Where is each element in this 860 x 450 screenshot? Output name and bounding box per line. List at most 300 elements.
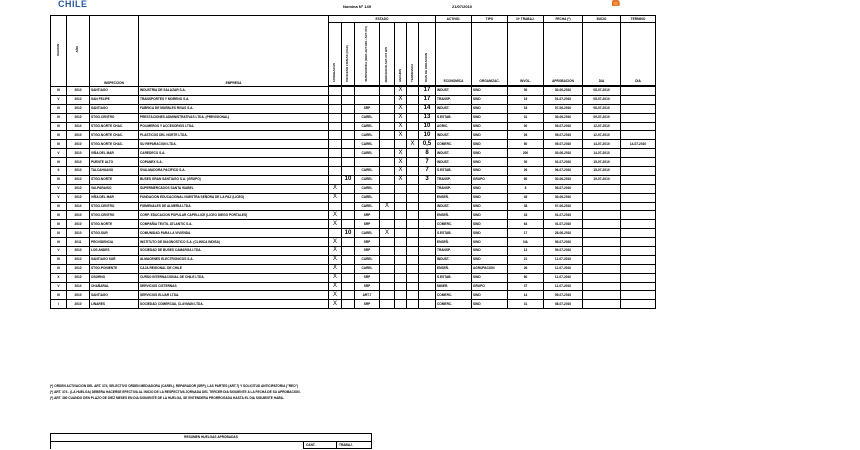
cell-mediacion — [380, 300, 395, 309]
cell-ano: 2010 — [67, 282, 90, 291]
col-dia-inicio: DIA — [583, 23, 621, 87]
cell-region: V — [51, 184, 67, 193]
cell-mediacion — [380, 95, 395, 104]
cell-actividad: ENSEÑ. — [436, 193, 472, 202]
cell-tipo: SIND — [472, 211, 508, 220]
cell-dias-duracion: 17 — [419, 86, 436, 95]
cell-fecha: 09-07-2010 — [544, 247, 583, 256]
col-mediacion: MEDIACION ART.374 BIS — [380, 23, 395, 87]
cell-region: III — [51, 264, 67, 273]
cell-aprobadas: X — [329, 247, 342, 256]
cell-suspendida: CAREL — [355, 122, 380, 131]
cell-actividad: TRANSP. — [436, 175, 472, 184]
col-aprobacion: APROBACION — [544, 23, 583, 87]
cell-inspeccion: SANTIAGO — [90, 291, 139, 300]
footnotes — [50, 384, 300, 401]
cell-hechos: X — [395, 158, 407, 167]
cell-proceso-firmas — [342, 211, 355, 220]
cell-suspendida: CAREL — [355, 113, 380, 122]
cell-mediacion — [380, 175, 395, 184]
cell-inicio — [583, 255, 621, 264]
cell-termino — [621, 211, 656, 220]
cell-dias-duracion — [419, 202, 436, 211]
cell-mediacion — [380, 122, 395, 131]
cell-proceso-firmas — [342, 140, 355, 149]
cell-actividad: COMERC. — [436, 220, 472, 229]
cell-termino — [621, 238, 656, 247]
cell-aprobadas — [329, 95, 342, 104]
cell-mediacion: X — [380, 229, 395, 238]
cell-termino — [621, 149, 656, 158]
cell-fecha: 08-07-2010 — [544, 300, 583, 309]
cell-actividad: ENSEÑ. — [436, 238, 472, 247]
cell-inspeccion: STGO.CENTRO — [90, 113, 139, 122]
col-organizac: ORGANIZAC. — [472, 23, 508, 87]
cell-aprobadas — [329, 122, 342, 131]
cell-termino — [621, 255, 656, 264]
cell-region: III — [51, 158, 67, 167]
cell-fecha: 06-07-2010 — [544, 167, 583, 176]
footnote: (*) ORDEN ACTIVACION DEL ART. 374, SELECTIVO ORDEN MEDIADORA (CAREL), REPARADOR (SRP), LAS PARTES (ART.7) Y SOLICITUD ANTICIPATORIA ("REO") — [50, 384, 299, 388]
cell-aprobadas: X — [329, 238, 342, 247]
cell-termino — [621, 220, 656, 229]
cell-inicio: 15-07-2010 — [583, 167, 621, 176]
cell-hechos: X — [395, 167, 407, 176]
cell-empresa: FABRICA DE MUEBLES RIVAS S.A. — [139, 104, 329, 113]
cell-tipo: SIND — [472, 220, 508, 229]
cell-proceso-firmas — [342, 158, 355, 167]
cell-hechos — [395, 247, 407, 256]
cell-dias-duracion: 7 — [419, 158, 436, 167]
cell-region: III — [51, 220, 67, 229]
footnote: (*) ART. 380 CUANDO DEN PLAZO DE DIEZ MESES EN DIA SIGUIENTE DE LA HUELGA, SE ENTENDERA PRORROGADA HASTA EL DIA SIGUIENTE HABIL. — [50, 395, 285, 400]
cell-hechos — [395, 202, 407, 211]
cell-dias-duracion: 8 — [419, 149, 436, 158]
cell-region: III — [51, 113, 67, 122]
cell-ano: 2010 — [67, 220, 90, 229]
cell-empresa: COMUNIDAD PARA LA VIVIENDA — [139, 229, 329, 238]
cell-inspeccion: VIÑA DEL MAR — [90, 149, 139, 158]
cell-region: III — [51, 140, 67, 149]
cell-inspeccion: SANTIAGO SUR — [90, 255, 139, 264]
cell-tipo: SIND — [472, 158, 508, 167]
cell-terminada — [407, 247, 419, 256]
cell-tipo: SIND — [472, 184, 508, 193]
cell-actividad: INDUST. — [436, 149, 472, 158]
cell-ntrabaj: 14 — [508, 291, 544, 300]
cell-empresa: SERVICIOS CISTERNAS — [139, 282, 329, 291]
cell-ntrabaj: 33 — [508, 211, 544, 220]
cell-dias-duracion: 0,5 — [419, 140, 436, 149]
table-row — [51, 184, 656, 193]
cell-fecha: 30-06-2010 — [544, 113, 583, 122]
cell-aprobadas: X — [329, 255, 342, 264]
cell-empresa: SUPERMERCADOS SANTA ISABEL — [139, 184, 329, 193]
cell-proceso-firmas — [342, 167, 355, 176]
cell-inspeccion: STGO.NORTE CHAC. — [90, 140, 139, 149]
cell-ano: 2010 — [67, 300, 90, 309]
cell-hechos — [395, 300, 407, 309]
cell-proceso-firmas — [342, 300, 355, 309]
cell-ntrabaj: 26 — [508, 167, 544, 176]
cell-mediacion: X — [380, 202, 395, 211]
cell-proceso-firmas — [342, 149, 355, 158]
cell-tipo: AGRUPACION — [472, 264, 508, 273]
cell-region: V — [51, 247, 67, 256]
cell-termino — [621, 167, 656, 176]
cell-fecha: 30-06-2010 — [544, 149, 583, 158]
cell-inspeccion: LOS ANDES — [90, 247, 139, 256]
cell-proceso-firmas — [342, 238, 355, 247]
summary-table — [50, 433, 372, 449]
cell-inspeccion: STGO.NORTE — [90, 175, 139, 184]
table-row — [51, 264, 656, 273]
cell-ano: 2010 — [67, 291, 90, 300]
cell-aprobadas — [329, 131, 342, 140]
cell-terminada — [407, 229, 419, 238]
cell-hechos — [395, 273, 407, 282]
cell-mediacion — [380, 247, 395, 256]
cell-tipo: SIND — [472, 140, 508, 149]
table-row — [51, 238, 656, 247]
cell-aprobadas: X — [329, 211, 342, 220]
cell-empresa: SERVICIOS ELUAR LTDA. — [139, 291, 329, 300]
cell-suspendida: SRP — [355, 273, 380, 282]
cell-region: III — [51, 229, 67, 238]
cell-empresa: CURSO INTERNACIONAL DE CHILE LTDA. — [139, 273, 329, 282]
cell-ntrabaj: 37 — [508, 282, 544, 291]
cell-tipo: SIND — [472, 202, 508, 211]
cell-actividad: COMERC. — [436, 291, 472, 300]
cell-inicio — [583, 220, 621, 229]
cell-actividad: COMERC. — [436, 300, 472, 309]
cell-suspendida: CAREL — [355, 167, 380, 176]
cell-inspeccion: STGO.SUR — [90, 229, 139, 238]
cell-termino — [621, 131, 656, 140]
col-tipo-top: TIPO — [472, 16, 508, 23]
cell-tipo: SIND — [472, 149, 508, 158]
table-row — [51, 122, 656, 131]
cell-ntrabaj: 30 — [508, 122, 544, 131]
cell-inicio — [583, 229, 621, 238]
cell-inspeccion: VALPARAISO — [90, 184, 139, 193]
cell-ntrabaj: 31 — [508, 113, 544, 122]
cell-suspendida: SRP — [355, 220, 380, 229]
cell-aprobadas: X — [329, 273, 342, 282]
table-row — [51, 291, 656, 300]
strikes-table — [50, 15, 656, 309]
table-row — [51, 211, 656, 220]
cell-terminada — [407, 282, 419, 291]
cell-termino — [621, 86, 656, 95]
cell-mediacion — [380, 184, 395, 193]
cell-region: V — [51, 149, 67, 158]
cell-suspendida: CAREL — [355, 184, 380, 193]
cell-mediacion — [380, 158, 395, 167]
cell-ntrabaj: 200 — [508, 149, 544, 158]
cell-inspeccion: SANTIAGO — [90, 86, 139, 95]
cell-proceso-firmas — [342, 131, 355, 140]
cell-ano: 2010 — [67, 264, 90, 273]
cell-dias-duracion — [419, 229, 436, 238]
cell-region: I — [51, 300, 67, 309]
cell-inicio: 12-07-2010 — [583, 131, 621, 140]
table-row — [51, 175, 656, 184]
cell-inicio: 14-07-2010 — [583, 149, 621, 158]
cell-hechos: X — [395, 104, 407, 113]
cell-inicio — [583, 264, 621, 273]
cell-region: III — [51, 86, 67, 95]
cell-ano: 2010 — [67, 175, 90, 184]
cell-ano: 2010 — [67, 167, 90, 176]
cell-ano: 2010 — [67, 149, 90, 158]
cell-mediacion — [380, 104, 395, 113]
cell-dias-duracion — [419, 300, 436, 309]
cell-hechos: X — [395, 175, 407, 184]
cell-actividad: ENSEÑ. — [436, 211, 472, 220]
col-empresa: EMPRESA — [139, 16, 329, 87]
cell-dias-duracion — [419, 282, 436, 291]
cell-inicio: 05-07-2010 — [583, 95, 621, 104]
cell-tipo: SIND — [472, 229, 508, 238]
col-fecha-top: FECHA (*) — [544, 16, 583, 23]
cell-inicio — [583, 282, 621, 291]
cell-inicio — [583, 202, 621, 211]
footnote: (*) ART. 374 - (LA HUELGA) DEBERA HACERSE EFECTIVA AL INICIO DE LA RESPECTIVA JORNADA DEL TERCER DIA SIGUIENTE A LA FECHA DE SU APROBACION. — [50, 389, 301, 394]
cell-region: III — [51, 122, 67, 131]
cell-ano: 2010 — [67, 122, 90, 131]
table-row — [51, 131, 656, 140]
cell-ano: 2010 — [67, 184, 90, 193]
cell-hechos: X — [395, 122, 407, 131]
cell-inicio — [583, 300, 621, 309]
cell-proceso-firmas — [342, 291, 355, 300]
table-row — [51, 158, 656, 167]
cell-dias-duracion — [419, 184, 436, 193]
cell-fecha: 05-07-2010 — [544, 122, 583, 131]
cell-terminada — [407, 291, 419, 300]
cell-actividad: MINER. — [436, 282, 472, 291]
cell-suspendida: CAREL — [355, 193, 380, 202]
table-row — [51, 104, 656, 113]
cell-actividad: TRANSP. — [436, 184, 472, 193]
cell-inicio — [583, 238, 621, 247]
cell-termino — [621, 202, 656, 211]
cell-mediacion — [380, 291, 395, 300]
cell-region: X — [51, 273, 67, 282]
cell-empresa: INSTITUTO DE DIAGNOSTICO S.A. (CLINICA INDISA) — [139, 238, 329, 247]
cell-hechos — [395, 220, 407, 229]
cell-inicio — [583, 291, 621, 300]
cell-suspendida: SRP — [355, 247, 380, 256]
cell-actividad: S.ESTAB. — [436, 113, 472, 122]
cell-dias-duracion: 17 — [419, 95, 436, 104]
cell-proceso-firmas: 10 — [342, 229, 355, 238]
cell-suspendida: CAREL — [355, 175, 380, 184]
cell-actividad: TRANSP. — [436, 247, 472, 256]
cell-suspendida: CAREL — [355, 140, 380, 149]
cell-proceso-firmas — [342, 264, 355, 273]
summary-col-cant: CANT. — [304, 441, 337, 449]
cell-proceso-firmas — [342, 247, 355, 256]
cell-actividad: ENSEÑ. — [436, 264, 472, 273]
cell-region: V — [51, 193, 67, 202]
cell-ntrabaj: 18 — [508, 104, 544, 113]
cell-empresa: INDUSTRIA DE SALAZAR S.A. — [139, 86, 329, 95]
cell-region: III — [51, 238, 67, 247]
cell-ntrabaj: 30 — [508, 158, 544, 167]
cell-mediacion — [380, 149, 395, 158]
cell-actividad: INDUST. — [436, 104, 472, 113]
cell-termino — [621, 282, 656, 291]
cell-aprobadas — [329, 140, 342, 149]
cell-region: III — [51, 211, 67, 220]
cell-actividad: S.ESTAB. — [436, 273, 472, 282]
cell-dias-duracion — [419, 238, 436, 247]
cell-inicio: 19-07-2010 — [583, 175, 621, 184]
logo-text: CHILE — [58, 0, 88, 9]
cell-fecha: 30-06-2010 — [544, 86, 583, 95]
cell-terminada — [407, 211, 419, 220]
cell-ntrabaj: 31 — [508, 300, 544, 309]
table-row — [51, 229, 656, 238]
cell-fecha: 05-07-2010 — [544, 184, 583, 193]
cell-tipo: SIND — [472, 104, 508, 113]
cell-terminada — [407, 149, 419, 158]
cell-ano: 2010 — [67, 202, 90, 211]
document-title: Nomina Nº 149 — [343, 4, 371, 9]
cell-fecha: 11-07-2010 — [544, 282, 583, 291]
cell-mediacion — [380, 113, 395, 122]
cell-inspeccion: VIÑA DEL MAR — [90, 193, 139, 202]
cell-hechos: X — [395, 113, 407, 122]
cell-tipo: SIND — [472, 86, 508, 95]
cell-termino — [621, 113, 656, 122]
cell-region: III — [51, 255, 67, 264]
col-proceso-firmas: PROCESO FIRMAS (CGC) — [342, 23, 355, 87]
cell-aprobadas — [329, 86, 342, 95]
col-invol: INVOL. — [508, 23, 544, 87]
cell-terminada: X — [407, 140, 419, 149]
cell-empresa: CAREDECO S.A. — [139, 149, 329, 158]
cell-mediacion — [380, 255, 395, 264]
cell-empresa: FUNDACION EDUCACIONAL NUESTRA SEÑORA DE LA PAZ (LICEO) — [139, 193, 329, 202]
cell-aprobadas — [329, 167, 342, 176]
cell-empresa: BUSES GRAN SANTIAGO S.A. (GRUPO) — [139, 175, 329, 184]
cell-inspeccion: CHAÑARAL — [90, 282, 139, 291]
cell-ntrabaj: 15 — [508, 95, 544, 104]
cell-aprobadas — [329, 104, 342, 113]
table-row — [51, 220, 656, 229]
cell-hechos — [395, 291, 407, 300]
cell-terminada — [407, 95, 419, 104]
cell-suspendida: SRP — [355, 104, 380, 113]
cell-dias-duracion — [419, 220, 436, 229]
cell-inspeccion: SAN FELIPE — [90, 95, 139, 104]
cell-ntrabaj: 64 — [508, 220, 544, 229]
cell-inicio: 09-07-2010 — [583, 113, 621, 122]
cell-inspeccion: STGO.NORTE CHAC. — [90, 122, 139, 131]
cell-empresa: TRANSPORTES Y MORENO S.A. — [139, 95, 329, 104]
table-row — [51, 202, 656, 211]
cell-suspendida: SRP — [355, 238, 380, 247]
cell-termino — [621, 229, 656, 238]
cell-region: II — [51, 167, 67, 176]
cell-empresa: CORP. EDUCACION POPULAR CAPELLICE (LICEO DIEGO PORTALES) — [139, 211, 329, 220]
cell-hechos — [395, 264, 407, 273]
cell-terminada — [407, 104, 419, 113]
cell-ano: 2011 — [67, 238, 90, 247]
cell-hechos — [395, 193, 407, 202]
cell-actividad: TRANSP. — [436, 95, 472, 104]
cell-ano: 2010 — [67, 95, 90, 104]
cell-tipo: GRUPO — [472, 282, 508, 291]
cell-tipo: SIND — [472, 247, 508, 256]
cell-aprobadas: X — [329, 282, 342, 291]
cell-dias-duracion — [419, 264, 436, 273]
cell-inicio: 12-07-2010 — [583, 122, 621, 131]
cell-suspendida: SRP — [355, 282, 380, 291]
cell-hechos: X — [395, 86, 407, 95]
cell-terminada — [407, 86, 419, 95]
cell-proceso-firmas: 10 — [342, 175, 355, 184]
cell-aprobadas — [329, 229, 342, 238]
cell-proceso-firmas — [342, 220, 355, 229]
cell-termino — [621, 184, 656, 193]
cell-terminada — [407, 158, 419, 167]
cell-ntrabaj: 60 — [508, 175, 544, 184]
table-row — [51, 300, 656, 309]
cell-fecha: 11-07-2010 — [544, 264, 583, 273]
cell-fecha: 07-06-2010 — [544, 104, 583, 113]
table-row — [51, 140, 656, 149]
cell-fecha: 30-06-2010 — [544, 193, 583, 202]
col-dias-duracion: DIAS DE DURACION — [419, 23, 436, 87]
cell-tipo: SIND — [472, 291, 508, 300]
cell-empresa: PLASTICOS DEL NORTE LTDA. — [139, 131, 329, 140]
cell-inicio: 08-07-2010 — [583, 104, 621, 113]
cell-tipo: SIND — [472, 238, 508, 247]
cell-inspeccion: SANTIAGO — [90, 104, 139, 113]
cell-terminada — [407, 238, 419, 247]
cell-proceso-firmas — [342, 202, 355, 211]
cell-terminada — [407, 122, 419, 131]
cell-aprobadas: X — [329, 184, 342, 193]
col-termino-top: TERMINO — [621, 16, 656, 23]
cell-termino — [621, 291, 656, 300]
cell-dias-duracion: 10 — [419, 122, 436, 131]
cell-fecha: 02-07-2010 — [544, 158, 583, 167]
cell-terminada — [407, 273, 419, 282]
cell-terminada — [407, 300, 419, 309]
cell-ntrabaj: 21 — [508, 255, 544, 264]
cell-suspendida: CAREL — [355, 255, 380, 264]
cell-proceso-firmas — [342, 273, 355, 282]
cell-empresa: ALMACENES ELECTRONICOS S.A. — [139, 255, 329, 264]
cell-hechos: X — [395, 95, 407, 104]
cell-mediacion — [380, 86, 395, 95]
cell-tipo: SIND — [472, 193, 508, 202]
col-inicio-top: INICIO — [583, 16, 621, 23]
cell-inspeccion: STGO.NORTE CHAC. — [90, 131, 139, 140]
cell-empresa: COPANEX S.A. — [139, 158, 329, 167]
cell-hechos — [395, 184, 407, 193]
cell-suspendida: CAREL — [355, 202, 380, 211]
cell-termino — [621, 122, 656, 131]
cell-aprobadas: X — [329, 291, 342, 300]
cell-terminada — [407, 202, 419, 211]
cell-empresa: SOCIEDAD DE BUSES CAMARGA LTDA. — [139, 247, 329, 256]
